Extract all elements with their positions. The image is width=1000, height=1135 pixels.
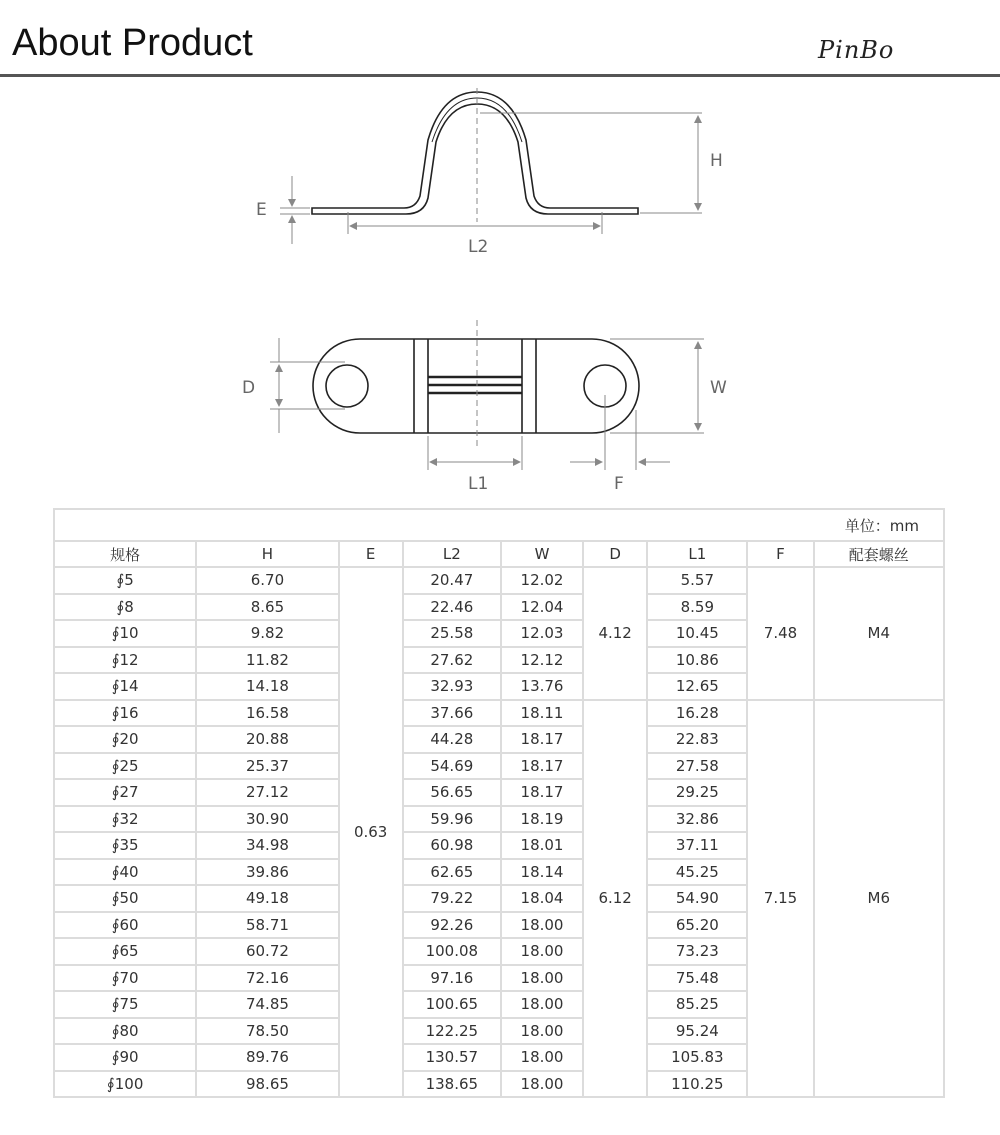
cell-l2: 100.08	[404, 939, 500, 964]
cell-w: 18.00	[502, 1072, 582, 1097]
cell-screw: M6	[815, 701, 943, 1097]
cell-spec: ∮5	[55, 568, 195, 593]
cell-h: 6.70	[197, 568, 337, 593]
cell-w: 12.03	[502, 621, 582, 646]
cell-spec: ∮35	[55, 833, 195, 858]
side-view-dimensions	[280, 88, 702, 244]
cell-l1: 65.20	[648, 913, 746, 938]
cell-l1: 45.25	[648, 860, 746, 885]
column-header: E	[340, 542, 402, 566]
cell-h: 39.86	[197, 860, 337, 885]
label-e: E	[256, 200, 267, 220]
cell-l2: 22.46	[404, 595, 500, 620]
cell-d: 6.12	[584, 701, 646, 1097]
technical-drawing	[0, 80, 1000, 500]
cell-spec: ∮60	[55, 913, 195, 938]
cell-l1: 54.90	[648, 886, 746, 911]
label-f: F	[614, 474, 624, 494]
column-header: 配套螺丝	[815, 542, 943, 566]
cell-l2: 54.69	[404, 754, 500, 779]
cell-h: 16.58	[197, 701, 337, 726]
column-header: W	[502, 542, 582, 566]
cell-e: 0.63	[340, 568, 402, 1096]
cell-h: 74.85	[197, 992, 337, 1017]
cell-w: 18.14	[502, 860, 582, 885]
cell-h: 27.12	[197, 780, 337, 805]
cell-h: 30.90	[197, 807, 337, 832]
cell-h: 78.50	[197, 1019, 337, 1044]
cell-l2: 27.62	[404, 648, 500, 673]
cell-spec: ∮50	[55, 886, 195, 911]
cell-l1: 10.86	[648, 648, 746, 673]
label-h: H	[710, 151, 723, 171]
column-header: 规格	[55, 542, 195, 566]
cell-l1: 85.25	[648, 992, 746, 1017]
cell-h: 60.72	[197, 939, 337, 964]
cell-w: 18.19	[502, 807, 582, 832]
cell-w: 18.01	[502, 833, 582, 858]
cell-h: 98.65	[197, 1072, 337, 1097]
cell-l1: 16.28	[648, 701, 746, 726]
cell-h: 89.76	[197, 1045, 337, 1070]
label-d: D	[242, 378, 256, 398]
cell-l2: 122.25	[404, 1019, 500, 1044]
cell-l1: 73.23	[648, 939, 746, 964]
label-w: W	[710, 378, 727, 398]
cell-l1: 32.86	[648, 807, 746, 832]
cell-w: 18.00	[502, 992, 582, 1017]
cell-d: 4.12	[584, 568, 646, 699]
cell-l1: 12.65	[648, 674, 746, 699]
cell-h: 11.82	[197, 648, 337, 673]
cell-f: 7.48	[748, 568, 812, 699]
cell-w: 18.00	[502, 966, 582, 991]
cell-l1: 75.48	[648, 966, 746, 991]
cell-w: 18.00	[502, 939, 582, 964]
cell-w: 12.12	[502, 648, 582, 673]
cell-l1: 29.25	[648, 780, 746, 805]
cell-l1: 110.25	[648, 1072, 746, 1097]
page-title: About Product	[12, 22, 253, 64]
label-l2: L2	[468, 237, 489, 257]
cell-spec: ∮16	[55, 701, 195, 726]
cell-spec: ∮20	[55, 727, 195, 752]
cell-h: 8.65	[197, 595, 337, 620]
cell-l1: 22.83	[648, 727, 746, 752]
cell-h: 58.71	[197, 913, 337, 938]
table-row	[55, 568, 943, 593]
cell-l1: 8.59	[648, 595, 746, 620]
spec-table	[53, 508, 945, 1098]
cell-l2: 100.65	[404, 992, 500, 1017]
cell-spec: ∮32	[55, 807, 195, 832]
header-divider	[0, 74, 1000, 77]
cell-l1: 27.58	[648, 754, 746, 779]
cell-spec: ∮25	[55, 754, 195, 779]
cell-spec: ∮8	[55, 595, 195, 620]
column-header: D	[584, 542, 646, 566]
cell-l2: 56.65	[404, 780, 500, 805]
cell-l2: 37.66	[404, 701, 500, 726]
cell-spec: ∮27	[55, 780, 195, 805]
cell-l2: 20.47	[404, 568, 500, 593]
column-header: F	[748, 542, 812, 566]
cell-l1: 5.57	[648, 568, 746, 593]
cell-w: 18.00	[502, 913, 582, 938]
cell-spec: ∮65	[55, 939, 195, 964]
unit-label: 单位：mm	[55, 510, 943, 540]
cell-l2: 79.22	[404, 886, 500, 911]
cell-w: 13.76	[502, 674, 582, 699]
column-header: L2	[404, 542, 500, 566]
cell-spec: ∮12	[55, 648, 195, 673]
cell-h: 72.16	[197, 966, 337, 991]
side-view	[312, 92, 638, 214]
cell-w: 18.00	[502, 1019, 582, 1044]
cell-f: 7.15	[748, 701, 812, 1097]
cell-spec: ∮70	[55, 966, 195, 991]
cell-spec: ∮14	[55, 674, 195, 699]
cell-l2: 59.96	[404, 807, 500, 832]
cell-l2: 138.65	[404, 1072, 500, 1097]
cell-l2: 44.28	[404, 727, 500, 752]
cell-spec: ∮80	[55, 1019, 195, 1044]
table-row	[55, 701, 943, 726]
cell-screw: M4	[815, 568, 943, 699]
cell-l1: 37.11	[648, 833, 746, 858]
cell-w: 18.17	[502, 780, 582, 805]
cell-l1: 10.45	[648, 621, 746, 646]
cell-l2: 97.16	[404, 966, 500, 991]
cell-h: 20.88	[197, 727, 337, 752]
brand-logo: PinBo	[818, 36, 895, 64]
cell-l1: 95.24	[648, 1019, 746, 1044]
cell-w: 12.02	[502, 568, 582, 593]
column-header: L1	[648, 542, 746, 566]
cell-l2: 130.57	[404, 1045, 500, 1070]
cell-spec: ∮40	[55, 860, 195, 885]
cell-h: 49.18	[197, 886, 337, 911]
cell-l2: 32.93	[404, 674, 500, 699]
cell-l1: 105.83	[648, 1045, 746, 1070]
cell-l2: 92.26	[404, 913, 500, 938]
cell-w: 18.17	[502, 754, 582, 779]
column-header: H	[197, 542, 337, 566]
cell-l2: 25.58	[404, 621, 500, 646]
cell-w: 18.11	[502, 701, 582, 726]
cell-l2: 62.65	[404, 860, 500, 885]
cell-spec: ∮10	[55, 621, 195, 646]
page-header	[0, 0, 1000, 78]
cell-w: 18.17	[502, 727, 582, 752]
cell-l2: 60.98	[404, 833, 500, 858]
cell-h: 34.98	[197, 833, 337, 858]
cell-h: 9.82	[197, 621, 337, 646]
cell-w: 18.00	[502, 1045, 582, 1070]
cell-w: 12.04	[502, 595, 582, 620]
cell-spec: ∮90	[55, 1045, 195, 1070]
cell-spec: ∮100	[55, 1072, 195, 1097]
label-l1: L1	[468, 474, 489, 494]
cell-spec: ∮75	[55, 992, 195, 1017]
cell-h: 25.37	[197, 754, 337, 779]
top-view	[313, 339, 639, 433]
cell-h: 14.18	[197, 674, 337, 699]
cell-w: 18.04	[502, 886, 582, 911]
